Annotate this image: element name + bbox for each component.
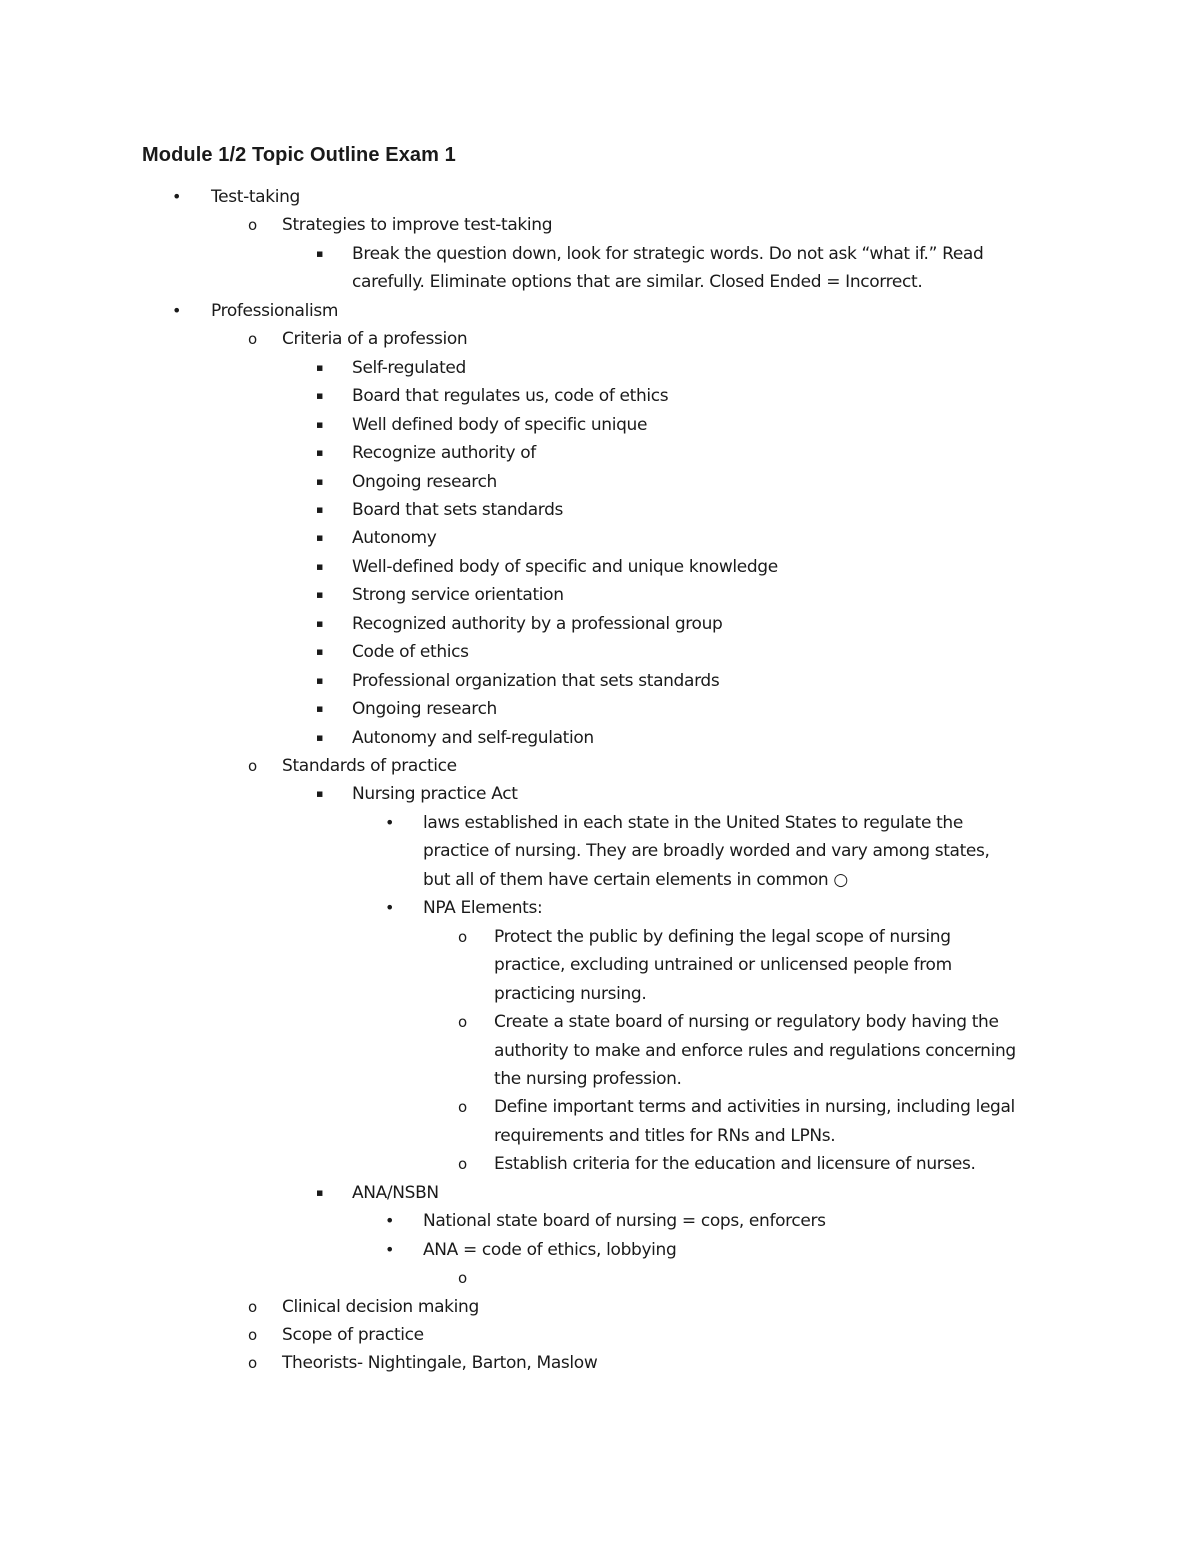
outline-item-establish-criteria: Establish criteria for the education and licensure of nurses. <box>494 1154 976 1175</box>
circle-marker: o <box>458 1013 468 1032</box>
bullet-marker: • <box>172 187 182 206</box>
square-marker: ▪ <box>316 417 324 431</box>
outline-item-break-question-cont: carefully. Eliminate options that are similar. Closed Ended = Incorrect. <box>352 272 923 293</box>
square-marker: ▪ <box>316 360 324 374</box>
outline-item-npa-elements: NPA Elements: <box>423 898 543 919</box>
outline-item-ana-nsbn: ANA/NSBN <box>352 1182 439 1203</box>
circle-marker: o <box>458 1269 468 1288</box>
outline-item-laws-established-cont-1: practice of nursing. They are broadly worded and vary among states, <box>423 841 990 862</box>
outline-item-nursing-practice-act: Nursing practice Act <box>352 784 518 805</box>
outline-item-laws-established: laws established in each state in the United States to regulate the <box>423 812 963 833</box>
circle-marker: o <box>248 216 258 235</box>
square-marker: ▪ <box>316 616 324 630</box>
circle-marker: o <box>248 330 258 349</box>
outline-item-autonomy-self-regulation: Autonomy and self-regulation <box>352 727 594 748</box>
square-marker: ▪ <box>316 474 324 488</box>
outline-item-self-regulated: Self-regulated <box>352 357 466 378</box>
circle-marker: o <box>248 1326 258 1344</box>
square-marker: ▪ <box>316 531 324 545</box>
outline-item-protect-public: Protect the public by defining the legal scope of nursing <box>494 926 951 947</box>
circle-marker: o <box>458 1098 468 1117</box>
square-marker: ▪ <box>316 446 324 460</box>
outline-item-break-question: Break the question down, look for strategic words. Do not ask “what if.” Read <box>352 243 984 264</box>
outline-item-define-terms: Define important terms and activities in nursing, including legal <box>494 1097 1015 1118</box>
outline-item-board-regulates: Board that regulates us, code of ethics <box>352 386 669 407</box>
square-marker: ▪ <box>316 588 324 602</box>
outline-item-protect-public-cont-1: practice, excluding untrained or unlicensed people from <box>494 955 952 976</box>
outline-item-protect-public-cont-2: practicing nursing. <box>494 983 647 1004</box>
outline-item-create-board-cont-1: authority to make and enforce rules and regulations concerning <box>494 1040 1016 1061</box>
outline-item-service-orientation: Strong service orientation <box>352 585 564 606</box>
outline-item-national-state-board: National state board of nursing = cops, enforcers <box>423 1211 826 1232</box>
outline-item-ongoing-research-2: Ongoing research <box>352 699 497 720</box>
outline-item-professional-org: Professional organization that sets standards <box>352 670 720 691</box>
outline-item-well-defined-knowledge: Well-defined body of specific and unique knowledge <box>352 556 778 577</box>
outline-item-test-taking: Test-taking <box>211 187 300 207</box>
outline-item-define-terms-cont: requirements and titles for RNs and LPNs. <box>494 1125 836 1146</box>
outline-item-create-board: Create a state board of nursing or regulatory body having the <box>494 1012 999 1033</box>
bullet-marker: • <box>385 812 395 832</box>
square-marker: ▪ <box>316 702 324 716</box>
outline-item-strategies: Strategies to improve test-taking <box>282 215 553 236</box>
square-marker: ▪ <box>316 787 324 801</box>
square-marker: ▪ <box>316 502 324 516</box>
outline-item-scope-of-practice: Scope of practice <box>282 1325 424 1345</box>
document-title: Module 1/2 Topic Outline Exam 1 <box>142 144 456 166</box>
circle-marker: o <box>248 1297 258 1316</box>
outline-item-ongoing-research-1: Ongoing research <box>352 471 497 492</box>
square-marker: ▪ <box>316 389 324 403</box>
outline-item-clinical-decision: Clinical decision making <box>282 1296 479 1317</box>
outline-item-standards-of-practice: Standards of practice <box>282 756 457 776</box>
bullet-marker: • <box>385 1211 395 1231</box>
outline-item-ana-code: ANA = code of ethics, lobbying <box>423 1239 677 1260</box>
outline-item-laws-established-cont-2: but all of them have certain elements in common ○ <box>423 869 848 890</box>
circle-marker: o <box>248 1354 258 1373</box>
square-marker: ▪ <box>316 730 324 744</box>
outline-item-board-standards: Board that sets standards <box>352 499 564 520</box>
square-marker: ▪ <box>316 645 324 659</box>
outline-item-code-of-ethics: Code of ethics <box>352 642 469 663</box>
bullet-marker: • <box>385 1239 395 1259</box>
outline-item-theorists: Theorists- Nightingale, Barton, Maslow <box>282 1353 598 1374</box>
circle-marker: o <box>458 1155 468 1174</box>
outline-item-criteria: Criteria of a profession <box>282 329 468 350</box>
outline-item-well-defined: Well defined body of specific unique <box>352 414 648 435</box>
square-marker: ▪ <box>316 246 324 260</box>
square-marker: ▪ <box>316 1185 324 1199</box>
outline-item-autonomy: Autonomy <box>352 528 437 549</box>
outline-item-create-board-cont-2: the nursing profession. <box>494 1068 682 1089</box>
outline-item-professionalism: Professionalism <box>211 300 339 321</box>
circle-marker: o <box>458 927 468 946</box>
square-marker: ▪ <box>316 673 324 687</box>
square-marker: ▪ <box>316 559 324 573</box>
circle-marker: o <box>248 757 258 775</box>
bullet-marker: • <box>172 300 182 320</box>
outline-item-recognize-authority: Recognize authority of <box>352 443 536 464</box>
outline-item-recognized-authority: Recognized authority by a professional group <box>352 613 723 634</box>
bullet-marker: • <box>385 898 395 918</box>
